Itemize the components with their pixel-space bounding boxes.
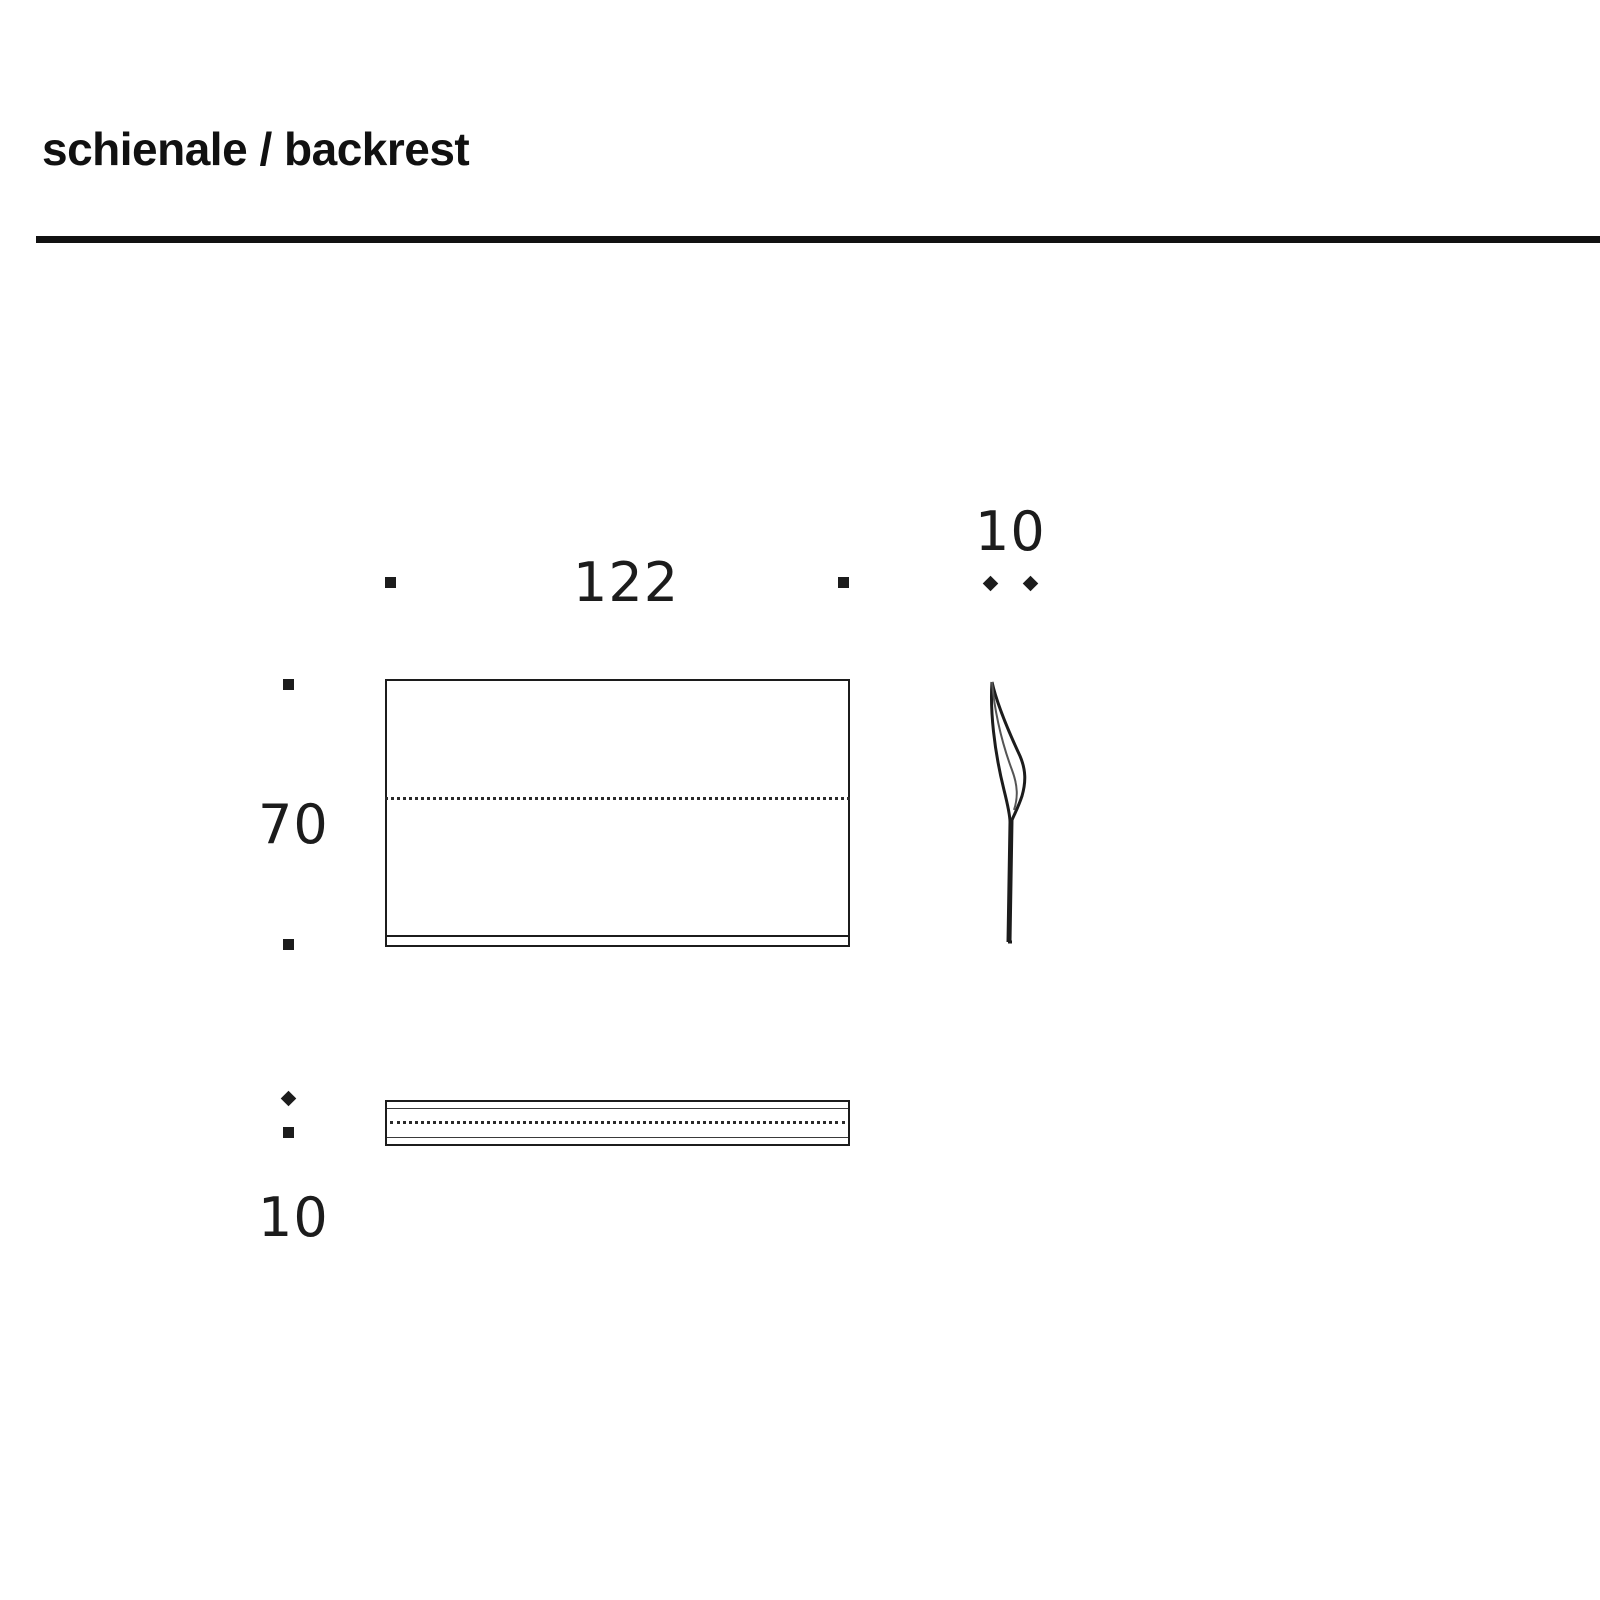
front-view-rectangle <box>385 679 850 947</box>
dimension-label-width: 122 <box>573 551 680 614</box>
plan-view-center-dashed-line <box>390 1121 845 1124</box>
dimension-tick-plan-top <box>281 1091 297 1107</box>
dimension-tick-height-top <box>283 679 294 690</box>
dimension-tick-plan-bottom <box>283 1127 294 1138</box>
dimension-tick-width-right <box>838 577 849 588</box>
plan-view-inner-line-top <box>387 1108 848 1109</box>
front-view-center-dashed-line <box>385 797 850 800</box>
side-profile-drawing <box>960 670 1070 960</box>
dimension-label-height: 70 <box>258 793 329 856</box>
front-view-bottom-band <box>387 935 848 937</box>
page-title: schienale / backrest <box>42 123 470 175</box>
side-profile-inner-curve <box>992 682 1011 942</box>
dimension-tick-side-left <box>983 576 999 592</box>
plan-view-inner-line-bottom <box>387 1137 848 1138</box>
dimension-label-plan-depth: 10 <box>258 1186 329 1249</box>
dimension-tick-side-right <box>1023 576 1039 592</box>
dimension-tick-height-bottom <box>283 939 294 950</box>
dimension-label-side-thickness: 10 <box>975 500 1046 563</box>
dimension-tick-width-left <box>385 577 396 588</box>
